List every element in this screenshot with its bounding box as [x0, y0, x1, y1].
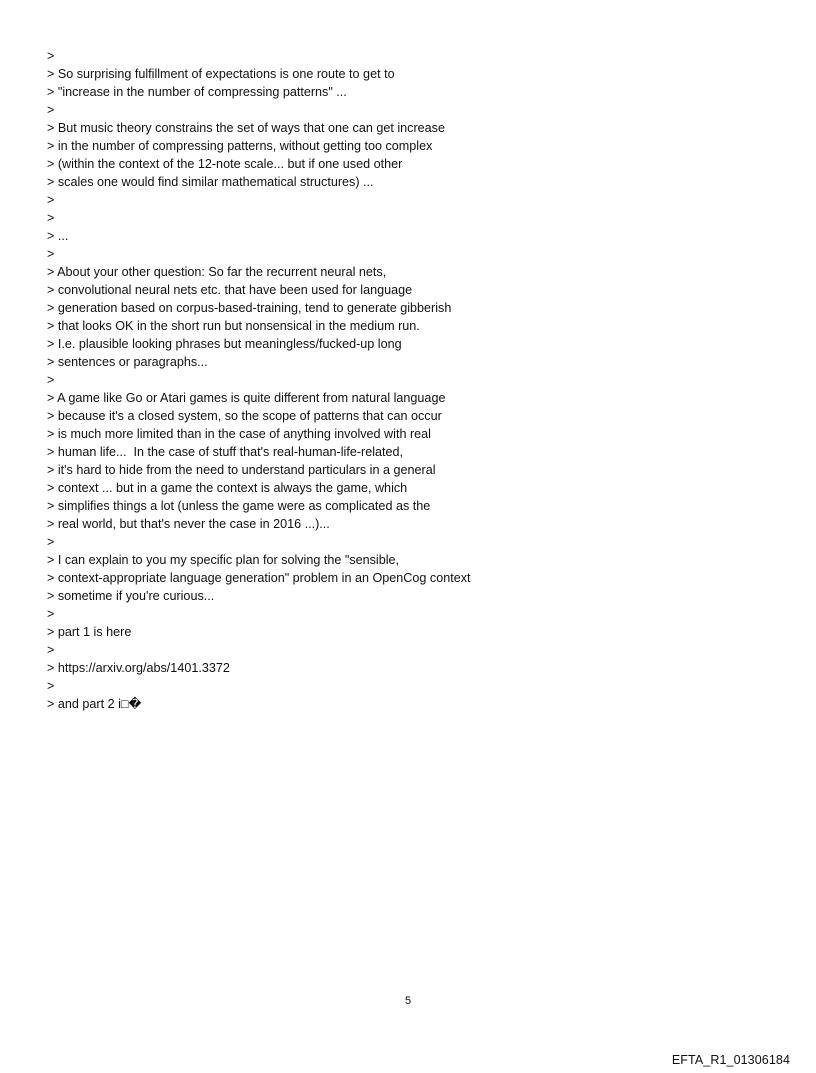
- text-line: > human life... In the case of stuff that's real-human-life-related,: [47, 445, 404, 459]
- text-line: >: [47, 211, 55, 225]
- text-line: > "increase in the number of compressing patterns" ...: [47, 85, 347, 99]
- text-line: > in the number of compressing patterns, without getting too complex: [47, 139, 433, 153]
- text-line: > (within the context of the 12-note scale... but if one used other: [47, 157, 403, 171]
- text-line: >: [47, 49, 55, 63]
- text-line: > sometime if you're curious...: [47, 589, 215, 603]
- text-line: > that looks OK in the short run but nonsensical in the medium run.: [47, 319, 420, 333]
- text-line: >: [47, 193, 55, 207]
- text-line: > part 1 is here: [47, 625, 132, 639]
- text-line: >: [47, 607, 55, 621]
- text-line: > About your other question: So far the recurrent neural nets,: [47, 265, 387, 279]
- email-body: [47, 47, 787, 713]
- text-line: > But music theory constrains the set of ways that one can get increase: [47, 121, 445, 135]
- page-number: 5: [404, 995, 412, 1007]
- text-line: > and part 2 i□�: [47, 697, 142, 711]
- text-line: > I.e. plausible looking phrases but meaningless/fucked-up long: [47, 337, 402, 351]
- text-line: > ...: [47, 229, 69, 243]
- text-line: > it's hard to hide from the need to understand particulars in a general: [47, 463, 436, 477]
- text-line: >: [47, 373, 55, 387]
- text-line: > A game like Go or Atari games is quite different from natural language: [47, 391, 446, 405]
- text-line: > I can explain to you my specific plan for solving the "sensible,: [47, 553, 400, 567]
- text-line: > real world, but that's never the case in 2016 ...)...: [47, 517, 330, 531]
- text-line: > So surprising fulfillment of expectations is one route to get to: [47, 67, 395, 81]
- text-line: >: [47, 103, 55, 117]
- text-line: > https://arxiv.org/abs/1401.3372: [47, 661, 230, 675]
- document-id: EFTA_R1_01306184: [671, 1053, 790, 1067]
- text-line: >: [47, 643, 55, 657]
- text-line: > because it's a closed system, so the scope of patterns that can occur: [47, 409, 442, 423]
- text-line: >: [47, 679, 55, 693]
- text-line: > is much more limited than in the case of anything involved with real: [47, 427, 431, 441]
- text-line: > generation based on corpus-based-training, tend to generate gibberish: [47, 301, 452, 315]
- text-line: > simplifies things a lot (unless the game were as complicated as the: [47, 499, 431, 513]
- text-line: >: [47, 535, 55, 549]
- text-line: > convolutional neural nets etc. that have been used for language: [47, 283, 413, 297]
- text-line: >: [47, 247, 55, 261]
- text-line: > sentences or paragraphs...: [47, 355, 208, 369]
- text-line: > context-appropriate language generation" problem in an OpenCog context: [47, 571, 471, 585]
- text-line: > scales one would find similar mathematical structures) ...: [47, 175, 374, 189]
- text-line: > context ... but in a game the context is always the game, which: [47, 481, 408, 495]
